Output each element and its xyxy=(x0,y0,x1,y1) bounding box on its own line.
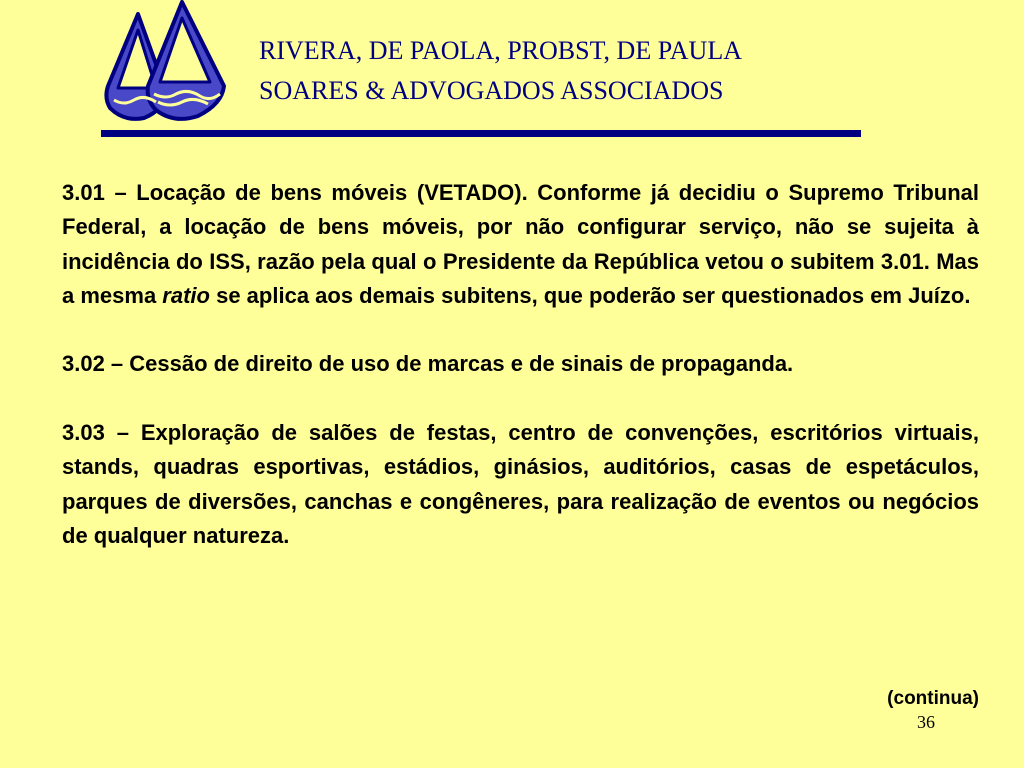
firm-name-line-1: RIVERA, DE PAOLA, PROBST, DE PAULA xyxy=(259,36,742,65)
continua-label: (continua) xyxy=(887,688,979,709)
slide-body xyxy=(62,176,979,553)
paragraph-3-02: 3.02 – Cessão de direito de uso de marcas e de sinais de propaganda. xyxy=(62,351,794,377)
paragraph-3-01 xyxy=(62,176,979,313)
paragraph-3-01-text: 3.01 – Locação de bens móveis (VETADO). Conforme já decidiu o Supremo Tribunal Federal, a locação de bens móveis, por não configurar serviço, não se sujeita à incidência do ISS, razão pela qual o Presidente da República vetou o subitem 3.01. Mas a mesma xyxy=(62,180,979,308)
paragraph-3-03: 3.03 – Exploração de salões de festas, centro de convenções, escritórios virtuais, stands, quadras esportivas, estádios, ginásios, auditórios, casas de espetáculos, parques de diversões, canchas e congêneres, para realização de eventos ou negócios de qualquer natureza. xyxy=(62,420,979,548)
scales-triangles-logo-icon xyxy=(100,0,230,130)
header-divider xyxy=(101,130,861,137)
firm-name-line-2: SOARES & ADVOGADOS ASSOCIADOS xyxy=(259,76,724,105)
paragraph-3-01-tail: se aplica aos demais subitens, que poderão ser questionados em Juízo. xyxy=(209,282,971,308)
page-number: 36 xyxy=(917,712,935,732)
ratio-italic-term: ratio xyxy=(162,282,210,308)
